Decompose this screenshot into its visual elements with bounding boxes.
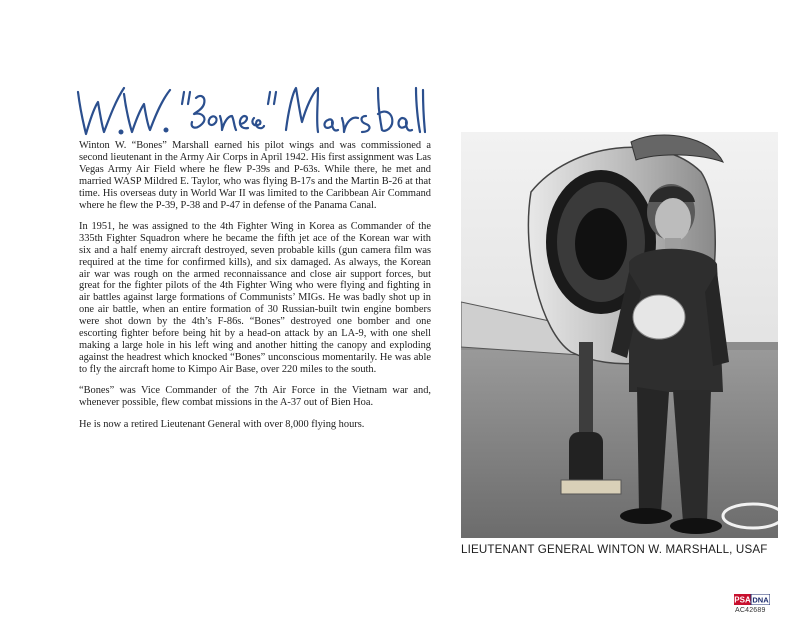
- bio-paragraph-2: In 1951, he was assigned to the 4th Fighter Wing in Korea as Commander of the 335th Fighter Squadron where he became the fifth jet ace of the Korean war with six and a half enemy aircraft destroyed, seven probable kills (gun camera film was required at the time for confirmed kills), and six damaged. As always, the Korean air war was rough on the armed reconnaissance and close air support forces, but great for the fighter pilots of the 4th Fighter Wing who were flying and fighting in air battles against large formations of Communists’ MIGs. He was badly shot up in one air battle, when an entire formation of 30 Russian-built twin engine bombers were shot down by the 4th’s F-86s. “Bones” destroyed one bomber and one escorting fighter before being hit by a head-on attack by an LA-9, with one shell making a large hole in his left wing and another hitting the canopy and exploding against the headrest which knocked “Bones” unconscious momentarily. He was able to fly the aircraft home to Kimpo Air Base, over 220 miles to the south.: [79, 220, 431, 375]
- bio-paragraph-1: Winton W. “Bones” Marshall earned his pilot wings and was commissioned a second lieutenant in the Army Air Corps in April 1942. His first assignment was Las Vegas Army Air Field where he flew P-39s and P-63s. While there, he met and married WASP Mildred E. Taylor, who was flying B-17s and the Martin B-26 at that time. His overseas duty in World War II was limited to the Caribbean Air Command where he flew the P-39, P-38 and P-47 in defense of the Panama Canal.: [79, 140, 431, 211]
- signature-ink-icon: [66, 74, 426, 144]
- psa-dna-logo: [734, 594, 770, 605]
- svg-text:DNA: DNA: [752, 595, 769, 605]
- autograph-signature: [66, 74, 426, 144]
- bio-paragraph-4: He is now a retired Lieutenant General with over 8,000 flying hours.: [79, 418, 365, 430]
- pilot-with-jet-photo-icon: [461, 132, 778, 538]
- svg-text:PSA: PSA: [734, 595, 751, 605]
- certification-number: AC42689: [735, 607, 766, 614]
- psa-dna-logo-icon: [734, 594, 770, 605]
- photo-caption: LIEUTENANT GENERAL WINTON W. MARSHALL, USAF: [461, 543, 768, 556]
- bio-paragraph-3: “Bones” was Vice Commander of the 7th Air Force in the Vietnam war and, whenever possible, flew combat missions in the A-37 out of Bien Hoa.: [79, 385, 431, 409]
- biography-text: [79, 140, 431, 440]
- portrait-photo: [461, 132, 778, 538]
